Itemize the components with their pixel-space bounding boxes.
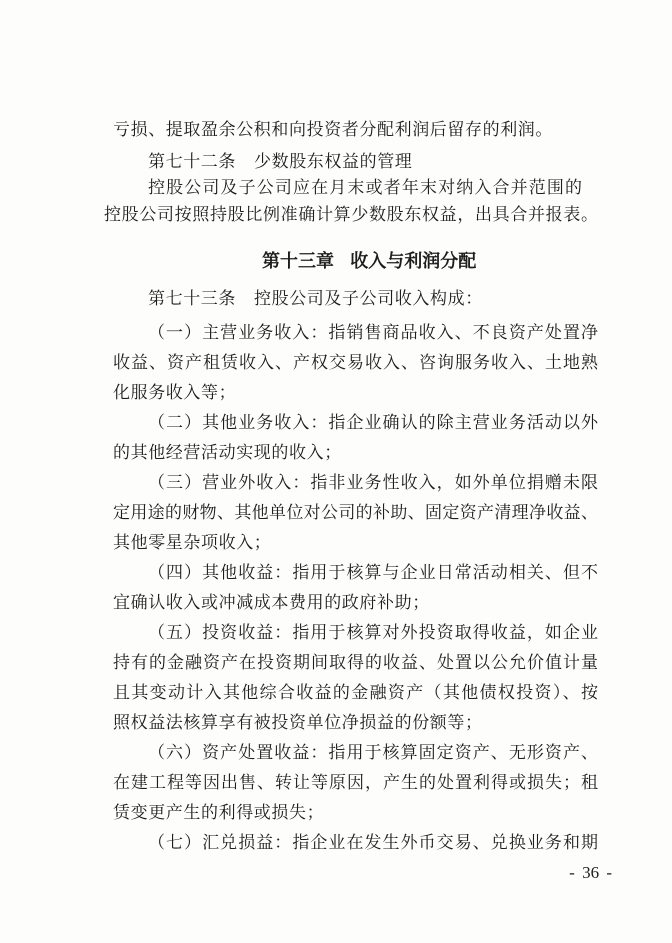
list-item-line: （四）其他收益：指用于核算与企业日常活动相关、但不 [148,563,598,583]
list-item-line: （三）营业外收入：指非业务性收入，如外单位捐赠未限 [148,473,598,493]
list-item-line: 赁变更产生的利得或损失； [113,803,325,823]
article-73-heading: 第七十三条 控股公司及子公司收入构成： [148,289,483,309]
list-item-line: 照权益法核算享有被投资单位净损益的份额等； [113,713,483,733]
text-line: 控股公司按照持股比例准确计算少数股东权益，出具合并报表。 [104,205,598,225]
list-item-line: （六）资产处置收益：指用于核算固定资产、无形资产、 [148,743,598,763]
list-item-line: 收益、资产租赁收入、产权交易收入、咨询服务收入、土地熟 [113,353,598,373]
list-item-line: 定用途的财物、其他单位对公司的补助、固定资产清理净收益、 [113,503,598,523]
list-item-line: （一）主营业务收入：指销售商品收入、不良资产处置净 [148,323,598,343]
list-item-line: （二）其他业务收入：指企业确认的除主营业务活动以外 [148,413,598,433]
article-72-heading: 第七十二条 少数股东权益的管理 [148,152,413,172]
list-item-line: 其他零星杂项收入； [113,533,272,553]
list-item-line: 且其变动计入其他综合收益的金融资产（其他债权投资）、按 [113,683,598,703]
text-line: 亏损、提取盈余公积和向投资者分配利润后留存的利润。 [113,120,553,140]
list-item-line: 在建工程等因出售、转让等原因，产生的处置利得或损失；租 [113,773,598,793]
list-item-line: （五）投资收益：指用于核算对外投资取得收益，如企业 [148,623,598,643]
text-line: 控股公司及子公司应在月末或者年末对纳入合并范围的 [148,178,582,198]
page-number: - 36 - [569,863,612,882]
list-item-line: 持有的金融资产在投资期间取得的收益、处置以公允价值计量 [113,653,598,673]
list-item-line: 的其他经营活动实现的收入； [113,443,342,463]
list-item-line: （七）汇兑损益：指企业在发生外币交易、兑换业务和期 [148,833,598,853]
list-item-line: 宜确认收入或冲减成本费用的政府补助； [113,593,430,613]
list-item-line: 化服务收入等； [113,383,237,403]
chapter-heading: 第十三章 收入与利润分配 [262,251,477,272]
